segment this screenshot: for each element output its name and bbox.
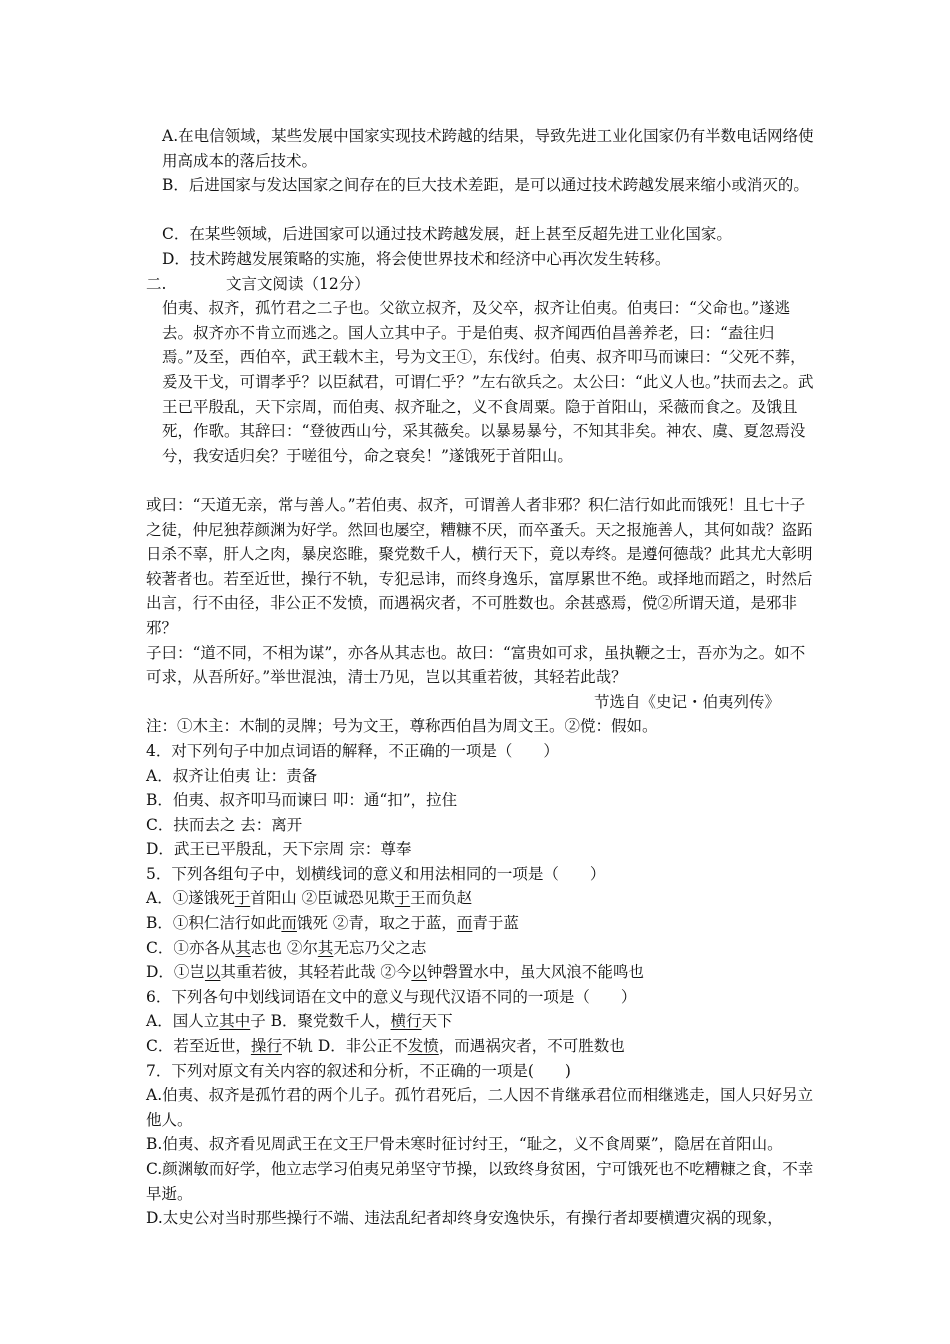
- underlined-word: 于: [234, 889, 251, 908]
- underlined-word: 其: [235, 938, 251, 957]
- option-c: [146, 936, 816, 961]
- passage-note: 注：①木主：木制的灵牌；号为文王，尊称西伯昌为周文王。②傥：假如。: [146, 717, 658, 736]
- option-a: A.伯夷、叔齐是孤竹君的两个儿子。孤竹君死后，二人因不肯继承君位而相继逃走，国人只好另立他人。: [146, 1086, 814, 1129]
- option-c: C.颜渊敏而好学，他立志学习伯夷兄弟坚守节操，以致终身贫困，宁可饿死也不吃糟糠之食，不幸早逝。: [146, 1160, 814, 1203]
- option-text: B．①积仁洁行如此: [146, 914, 282, 933]
- underlined-word: 其中: [219, 1012, 251, 1031]
- option-a: [146, 886, 816, 911]
- underlined-word: 以: [204, 963, 221, 982]
- option-d: [146, 960, 816, 985]
- question-stem: 7．下列对原文有关内容的叙述和分析，不正确的一项是( ): [146, 1061, 571, 1080]
- underlined-word: 横行: [390, 1012, 422, 1031]
- option-c: C．扶而去之 去：离开: [146, 815, 303, 834]
- option-d: D.太史公对当时那些操行不端、违法乱纪者却终身安逸快乐，有操行者却要横遭灾祸的现象，: [146, 1209, 783, 1228]
- option-text: 王而负赵: [410, 889, 473, 908]
- underlined-word: 以: [411, 963, 427, 982]
- page-content: [146, 124, 816, 1231]
- underlined-word: 发愤: [407, 1037, 439, 1056]
- underlined-word: 其: [317, 938, 334, 957]
- section-heading: [146, 272, 816, 297]
- option-text: D．①岂: [146, 963, 205, 982]
- option-a: A．叔齐让伯夷 让：责备: [146, 766, 318, 785]
- underlined-word: 操行: [250, 1037, 282, 1056]
- question-7: [146, 1059, 816, 1231]
- underlined-word: 而: [281, 914, 297, 933]
- options-c-d: [146, 1034, 816, 1059]
- option-d: D．技术跨越发展策略的实施，将会使世界技术和经济中心再次发生转移。: [162, 249, 671, 268]
- option-b: B．伯夷、叔齐叩马而谏曰 叩：通“扣”，拉住: [146, 791, 458, 810]
- question-4: [146, 739, 816, 862]
- option-text: 子 B．聚党数千人，: [250, 1012, 391, 1031]
- question-stem: 6．下列各句中划线词语在文中的意义与现代汉语不同的一项是（ ）: [146, 987, 637, 1006]
- underlined-word: 而: [456, 914, 473, 933]
- options-a-b: [146, 1009, 816, 1034]
- option-text: 首阳山 ②臣诚恐见欺: [250, 889, 395, 908]
- option-c: C．在某些领域，后进国家可以通过技术跨越发展，赶上甚至反超先进工业化国家。: [162, 225, 732, 244]
- section-number: 二.: [146, 274, 167, 293]
- option-text: 钟磬置水中，虽大风浪不能鸣也: [426, 963, 644, 982]
- passage-source: 节选自《史记・伯夷列传》: [593, 692, 780, 711]
- option-text: 天下: [421, 1012, 453, 1031]
- option-text: 志也 ②尔: [250, 938, 318, 957]
- option-text: 不轨 D．非公正不: [281, 1037, 408, 1056]
- classical-passage: [146, 296, 816, 739]
- option-text: 无忘乃父之志: [333, 938, 427, 957]
- option-text: 其重若彼，其轻若此哉 ②今: [220, 963, 412, 982]
- section-title: 文言文阅读（12分）: [226, 274, 370, 293]
- option-a: A.在电信领域，某些发展中国家实现技术跨越的结果，导致先进工业化国家仍有半数电话网络使用高成本的落后技术。: [162, 127, 814, 170]
- passage-paragraph-3: 子曰：“道不同，不相为谋”，亦各从其志也。故曰：“富贵如可求，虽执鞭之士，吾亦为之。如不可求，从吾所好。”举世混浊，清士乃见，岂以其重若彼，其轻若此哉？: [146, 643, 806, 687]
- question-6: [146, 985, 816, 1059]
- option-text: ，而遇祸灾者，不可胜数也: [438, 1037, 625, 1056]
- option-b: [146, 911, 816, 936]
- option-d: D．武王已平殷乱，天下宗周 宗：尊奉: [146, 840, 412, 859]
- passage-paragraph-2: 或曰：“天道无亲，常与善人。”若伯夷、叔齐，可谓善人者非邪？积仁洁行如此而饿死！且七十子之徒，仲尼独荐颜渊为好学。然回也屡空，糟糠不厌，而卒蚤夭。天之报施善人，其何如哉？盗跖日杀不辜，肝人之肉，暴戾恣睢，聚党数千人，横行天下，竟以寿终。是遵何德哉？此其尤大彰明较著者也。若至近世，操行不轨，专犯忌讳，而终身逸乐，富厚累世不绝。或择地而蹈之，时然后出言，行不由径，非公正不发愤，而遇祸灾者，不可胜数也。余甚惑焉，傥②所谓天道，是邪非邪？: [146, 495, 813, 637]
- question-5: [146, 862, 816, 985]
- option-text: C．①亦各从: [146, 938, 236, 957]
- passage-paragraph-1: 伯夷、叔齐，孤竹君之二子也。父欲立叔齐，及父卒，叔齐让伯夷。伯夷曰：“父命也。”遂逃去。叔齐亦不肯立而逃之。国人立其中子。于是伯夷、叔齐闻西伯昌善养老，曰：“盍往归焉。”及至，西伯卒，武王载木主，号为文王①，东伐纣。伯夷、叔齐叩马而谏曰：“父死不葬，爰及干戈，可谓孝乎？以臣弑君，可谓仁乎？”左右欲兵之。太公曰：“此义人也。”扶而去之。武王已平殷乱，天下宗周，而伯夷、叔齐耻之，义不食周粟。隐于首阳山，采薇而食之。及饿且死，作歌。其辞曰：“登彼西山兮，采其薇矣。以暴易暴兮，不知其非矣。神农、虞、夏忽焉没兮，我安适归矣？于嗟徂兮，命之衰矣！”遂饿死于首阳山。: [162, 299, 814, 465]
- prev-question-options: [146, 124, 816, 272]
- option-text: 青于蓝: [472, 914, 519, 933]
- option-b: B．后进国家与发达国家之间存在的巨大技术差距，是可以通过技术跨越发展来缩小或消灭的。: [162, 176, 809, 195]
- option-text: C．若至近世，: [146, 1037, 251, 1056]
- question-stem: 5．下列各组句子中，划横线词的意义和用法相同的一项是（ ）: [146, 864, 606, 883]
- option-text: A．①遂饿死: [146, 889, 235, 908]
- option-text: A．国人立: [146, 1012, 220, 1031]
- option-b: B.伯夷、叔齐看见周武王在文王尸骨未寒时征讨纣王，“耻之，义不食周粟”，隐居在首阳山。: [146, 1135, 783, 1154]
- option-text: 饿死 ②青，取之于蓝，: [296, 914, 457, 933]
- underlined-word: 于: [394, 889, 411, 908]
- question-stem: 4．对下列句子中加点词语的解释，不正确的一项是（ ）: [146, 741, 559, 760]
